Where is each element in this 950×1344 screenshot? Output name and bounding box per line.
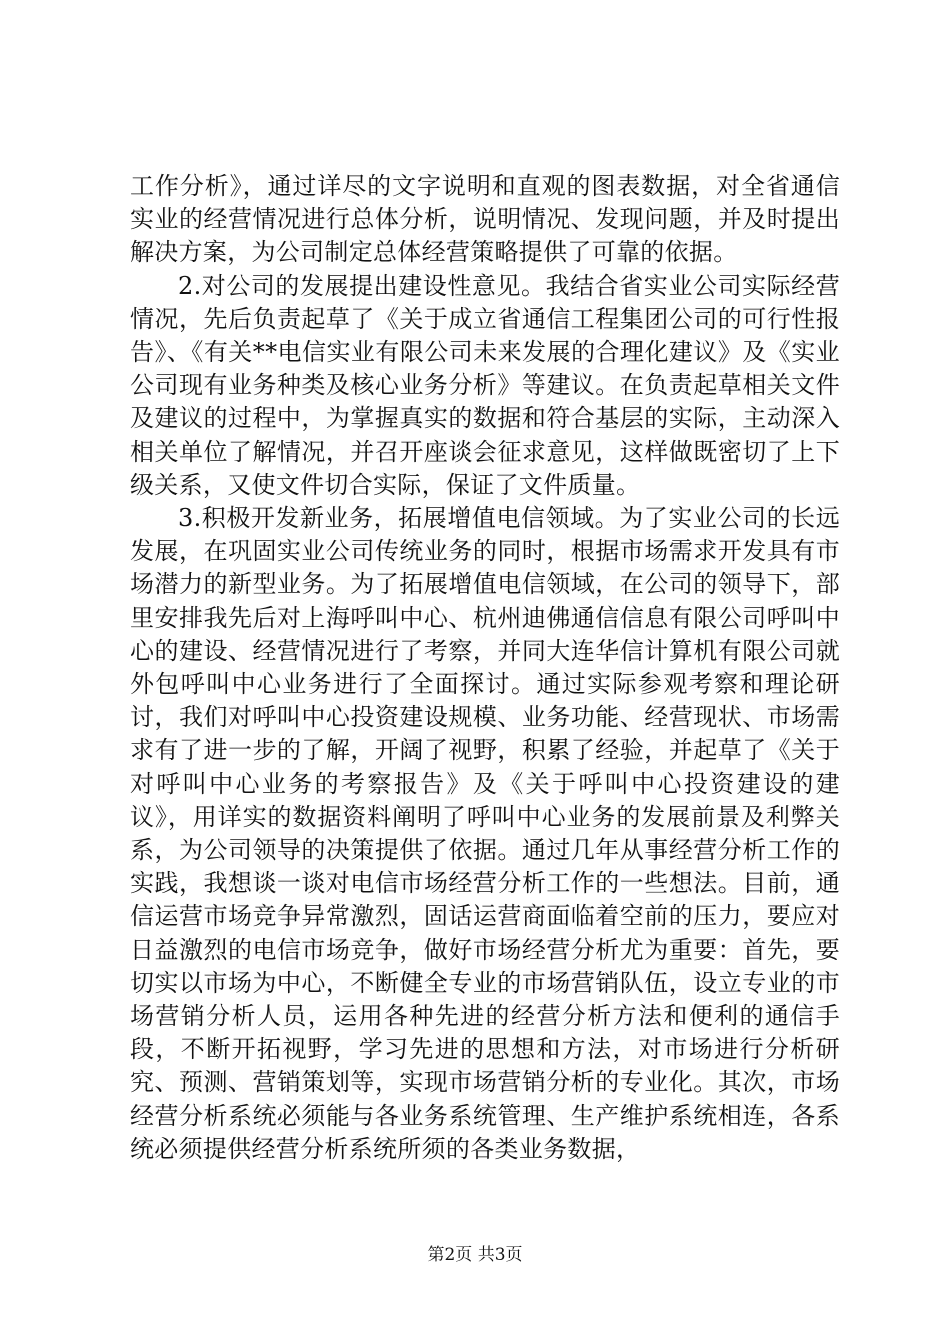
- page-footer: 第2页 共3页: [427, 1245, 523, 1265]
- document-body: [130, 170, 840, 1166]
- paragraph-continuation: 工作分析》，通过详尽的文字说明和直观的图表数据，对全省通信实业的经营情况进行总体分析，说明情况、发现问题，并及时提出解决方案，为公司制定总体经营策略提供了可靠的依据。: [130, 172, 840, 267]
- paragraph-item-3: 3.积极开发新业务，拓展增值电信领域。为了实业公司的长远发展，在巩固实业公司传统业务的同时，根据市场需求开发具有市场潜力的新型业务。为了拓展增值电信领域，在公司的领导下，部里安排我先后对上海呼叫中心、杭州迪佛通信信息有限公司呼叫中心的建设、经营情况进行了考察，并同大连华信计算机有限公司就外包呼叫中心业务进行了全面探讨。通过实际参观考察和理论研讨，我们对呼叫中心投资建设规模、业务功能、经营现状、市场需求有了进一步的了解，开阔了视野，积累了经验，并起草了《关于对呼叫中心业务的考察报告》及《关于呼叫中心投资建设的建议》，用详实的数据资料阐明了呼叫中心业务的发展前景及利弊关系，为公司领导的决策提供了依据。通过几年从事经营分析工作的实践，我想谈一谈对电信市场经营分析工作的一些想法。目前，通信运营市场竞争异常激烈，固话运营商面临着空前的压力，要应对日益激烈的电信市场竞争，做好市场经营分析尤为重要：首先，要切实以市场为中心，不断健全专业的市场营销队伍，设立专业的市场营销分析人员，运用各种先进的经营分析方法和便利的通信手段，不断开拓视野，学习先进的思想和方法，对市场进行分析研究、预测、营销策划等，实现市场营销分析的专业化。其次，市场经营分析系统必须能与各业务系统管理、生产维护系统相连，各系统必须提供经营分析系统所须的各类业务数据，: [130, 504, 840, 1163]
- paragraph-item-2: 2.对公司的发展提出建设性意见。我结合省实业公司实际经营情况，先后负责起草了《关于成立省通信工程集团公司的可行性报告》、《有关**电信实业有限公司未来发展的合理化建议》及《实业公司现有业务种类及核心业务分析》等建议。在负责起草相关文件及建议的过程中，为掌握真实的数据和符合基层的实际，主动深入相关单位了解情况，并召开座谈会征求意见，这样做既密切了上下级关系，又使文件切合实际，保证了文件质量。: [130, 271, 840, 499]
